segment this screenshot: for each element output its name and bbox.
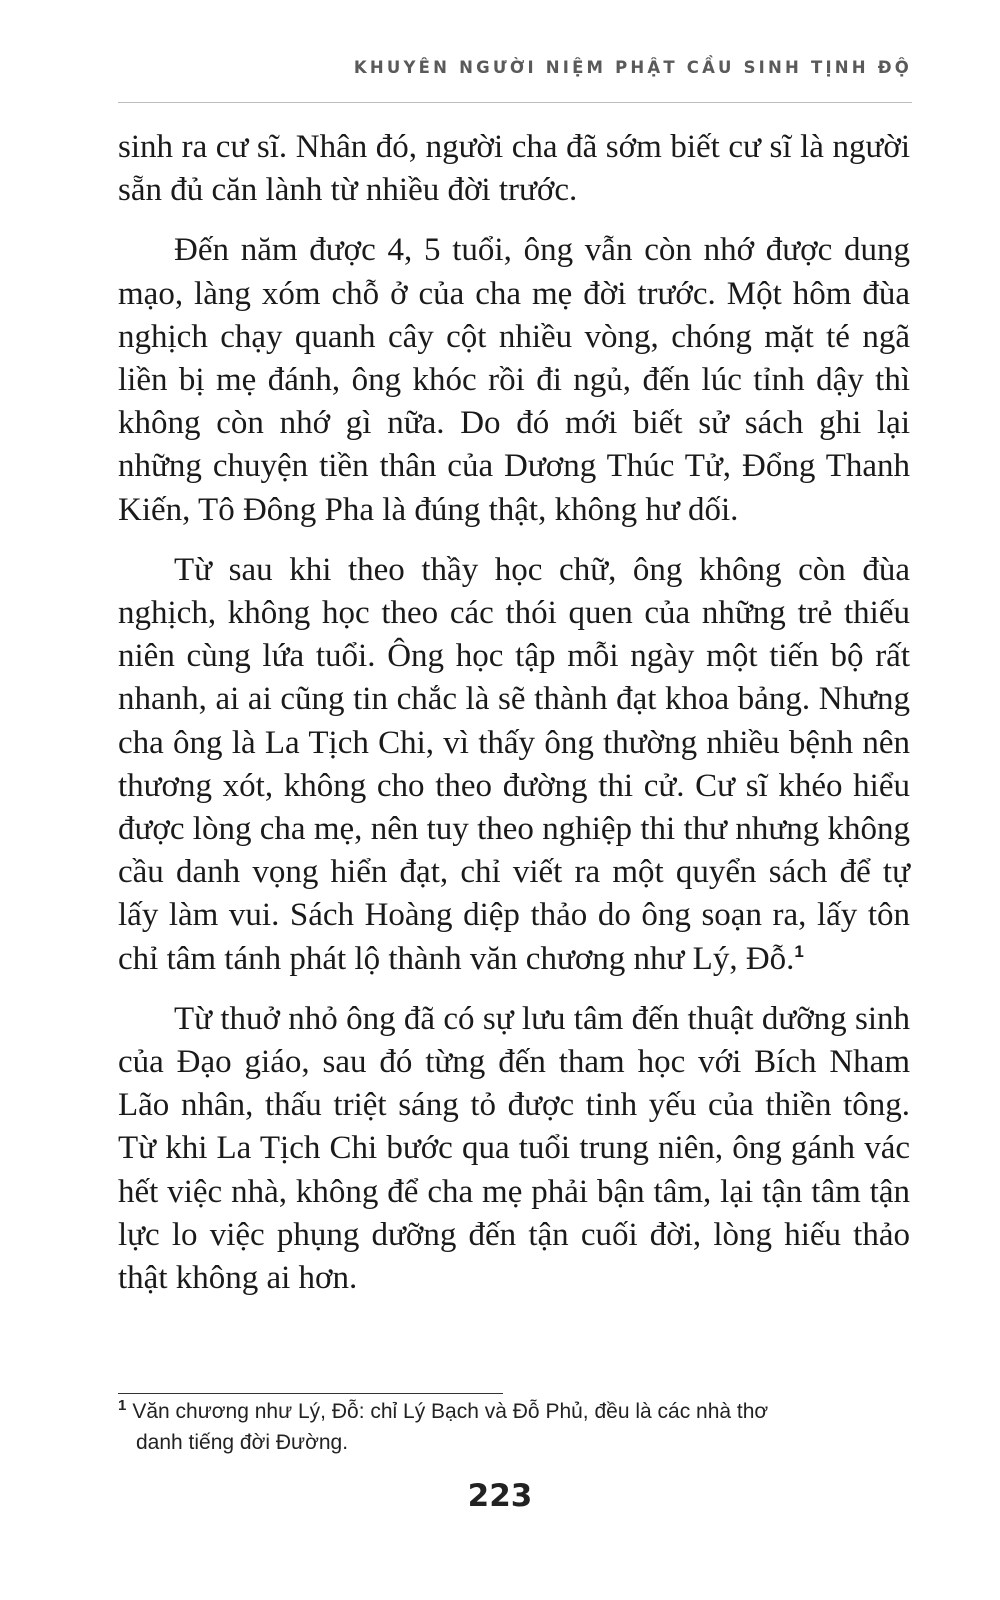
footnote bbox=[118, 1396, 910, 1458]
paragraph-2: Đến năm được 4, 5 tuổi, ông vẫn còn nhớ được dung mạo, làng xóm chỗ ở của cha mẹ đời trước. Một hôm đùa nghịch chạy quanh cây cột nhiều vòng, chóng mặt té ngã liền bị mẹ đánh, ông khóc rồi đi ngủ, đến lúc tỉnh dậy thì không còn nhớ gì nữa. Do đó mới biết sử sách ghi lại những chuyện tiền thân của Dương Thúc Tử, Đổng Thanh Kiến, Tô Đông Pha là đúng thật, không hư dối. bbox=[118, 232, 910, 528]
footnote-marker: 1 bbox=[118, 1397, 127, 1414]
running-title: KHUYÊN NGƯỜI NIỆM PHẬT CẦU SINH TỊNH ĐỘ bbox=[353, 58, 912, 77]
paragraph-3-text: Từ sau khi theo thầy học chữ, ông không còn đùa nghịch, không học theo các thói quen của những trẻ thiếu niên cùng lứa tuổi. Ông học tập mỗi ngày một tiến bộ rất nhanh, ai ai cũng tin chắc là sẽ thành đạt khoa bảng. Nhưng cha ông là La Tịch Chi, vì thấy ông thường nhiều bệnh nên thương xót, không cho theo đường thi cử. Cư sĩ khéo hiểu được lòng cha mẹ, nên tuy theo nghiệp thi thư nhưng không cầu danh vọng hiển đạt, chỉ viết ra một quyển sách để tự lấy làm vui. Sách Hoàng diệp thảo do ông soạn ra, lấy tôn chỉ tâm tánh phát lộ thành văn chương như Lý, Đỗ. bbox=[118, 551, 910, 977]
paragraph-4: Từ thuở nhỏ ông đã có sự lưu tâm đến thuật dưỡng sinh của Đạo giáo, sau đó từng đến tham học với Bích Nham Lão nhân, thấu triệt sáng tỏ được tinh yếu của thiền tông. Từ khi La Tịch Chi bước qua tuổi trung niên, ông gánh vác hết việc nhà, không để cha mẹ phải bận tâm, lại tận tâm tận lực lo việc phụng dưỡng đến tận cuối đời, lòng hiếu thảo thật không ai hơn. bbox=[118, 1000, 910, 1297]
running-header bbox=[118, 58, 912, 103]
page-number: 223 bbox=[467, 1478, 533, 1514]
footnote-reference[interactable]: 1 bbox=[794, 941, 804, 961]
paragraph-1: sinh ra cư sĩ. Nhân đó, người cha đã sớm biết cư sĩ là người sẵn đủ căn lành từ nhiều đời trước. bbox=[118, 129, 910, 209]
footnote-text-1: Văn chương như Lý, Đỗ: chỉ Lý Bạch và Đỗ Phủ, đều là các nhà thơ bbox=[132, 1400, 769, 1423]
body-text bbox=[118, 126, 910, 1317]
paragraph-3 bbox=[118, 549, 910, 981]
footnote-line-1 bbox=[118, 1396, 910, 1427]
footnote-divider bbox=[118, 1393, 503, 1394]
footnote-text-2: danh tiếng đời Đường. bbox=[136, 1431, 349, 1454]
